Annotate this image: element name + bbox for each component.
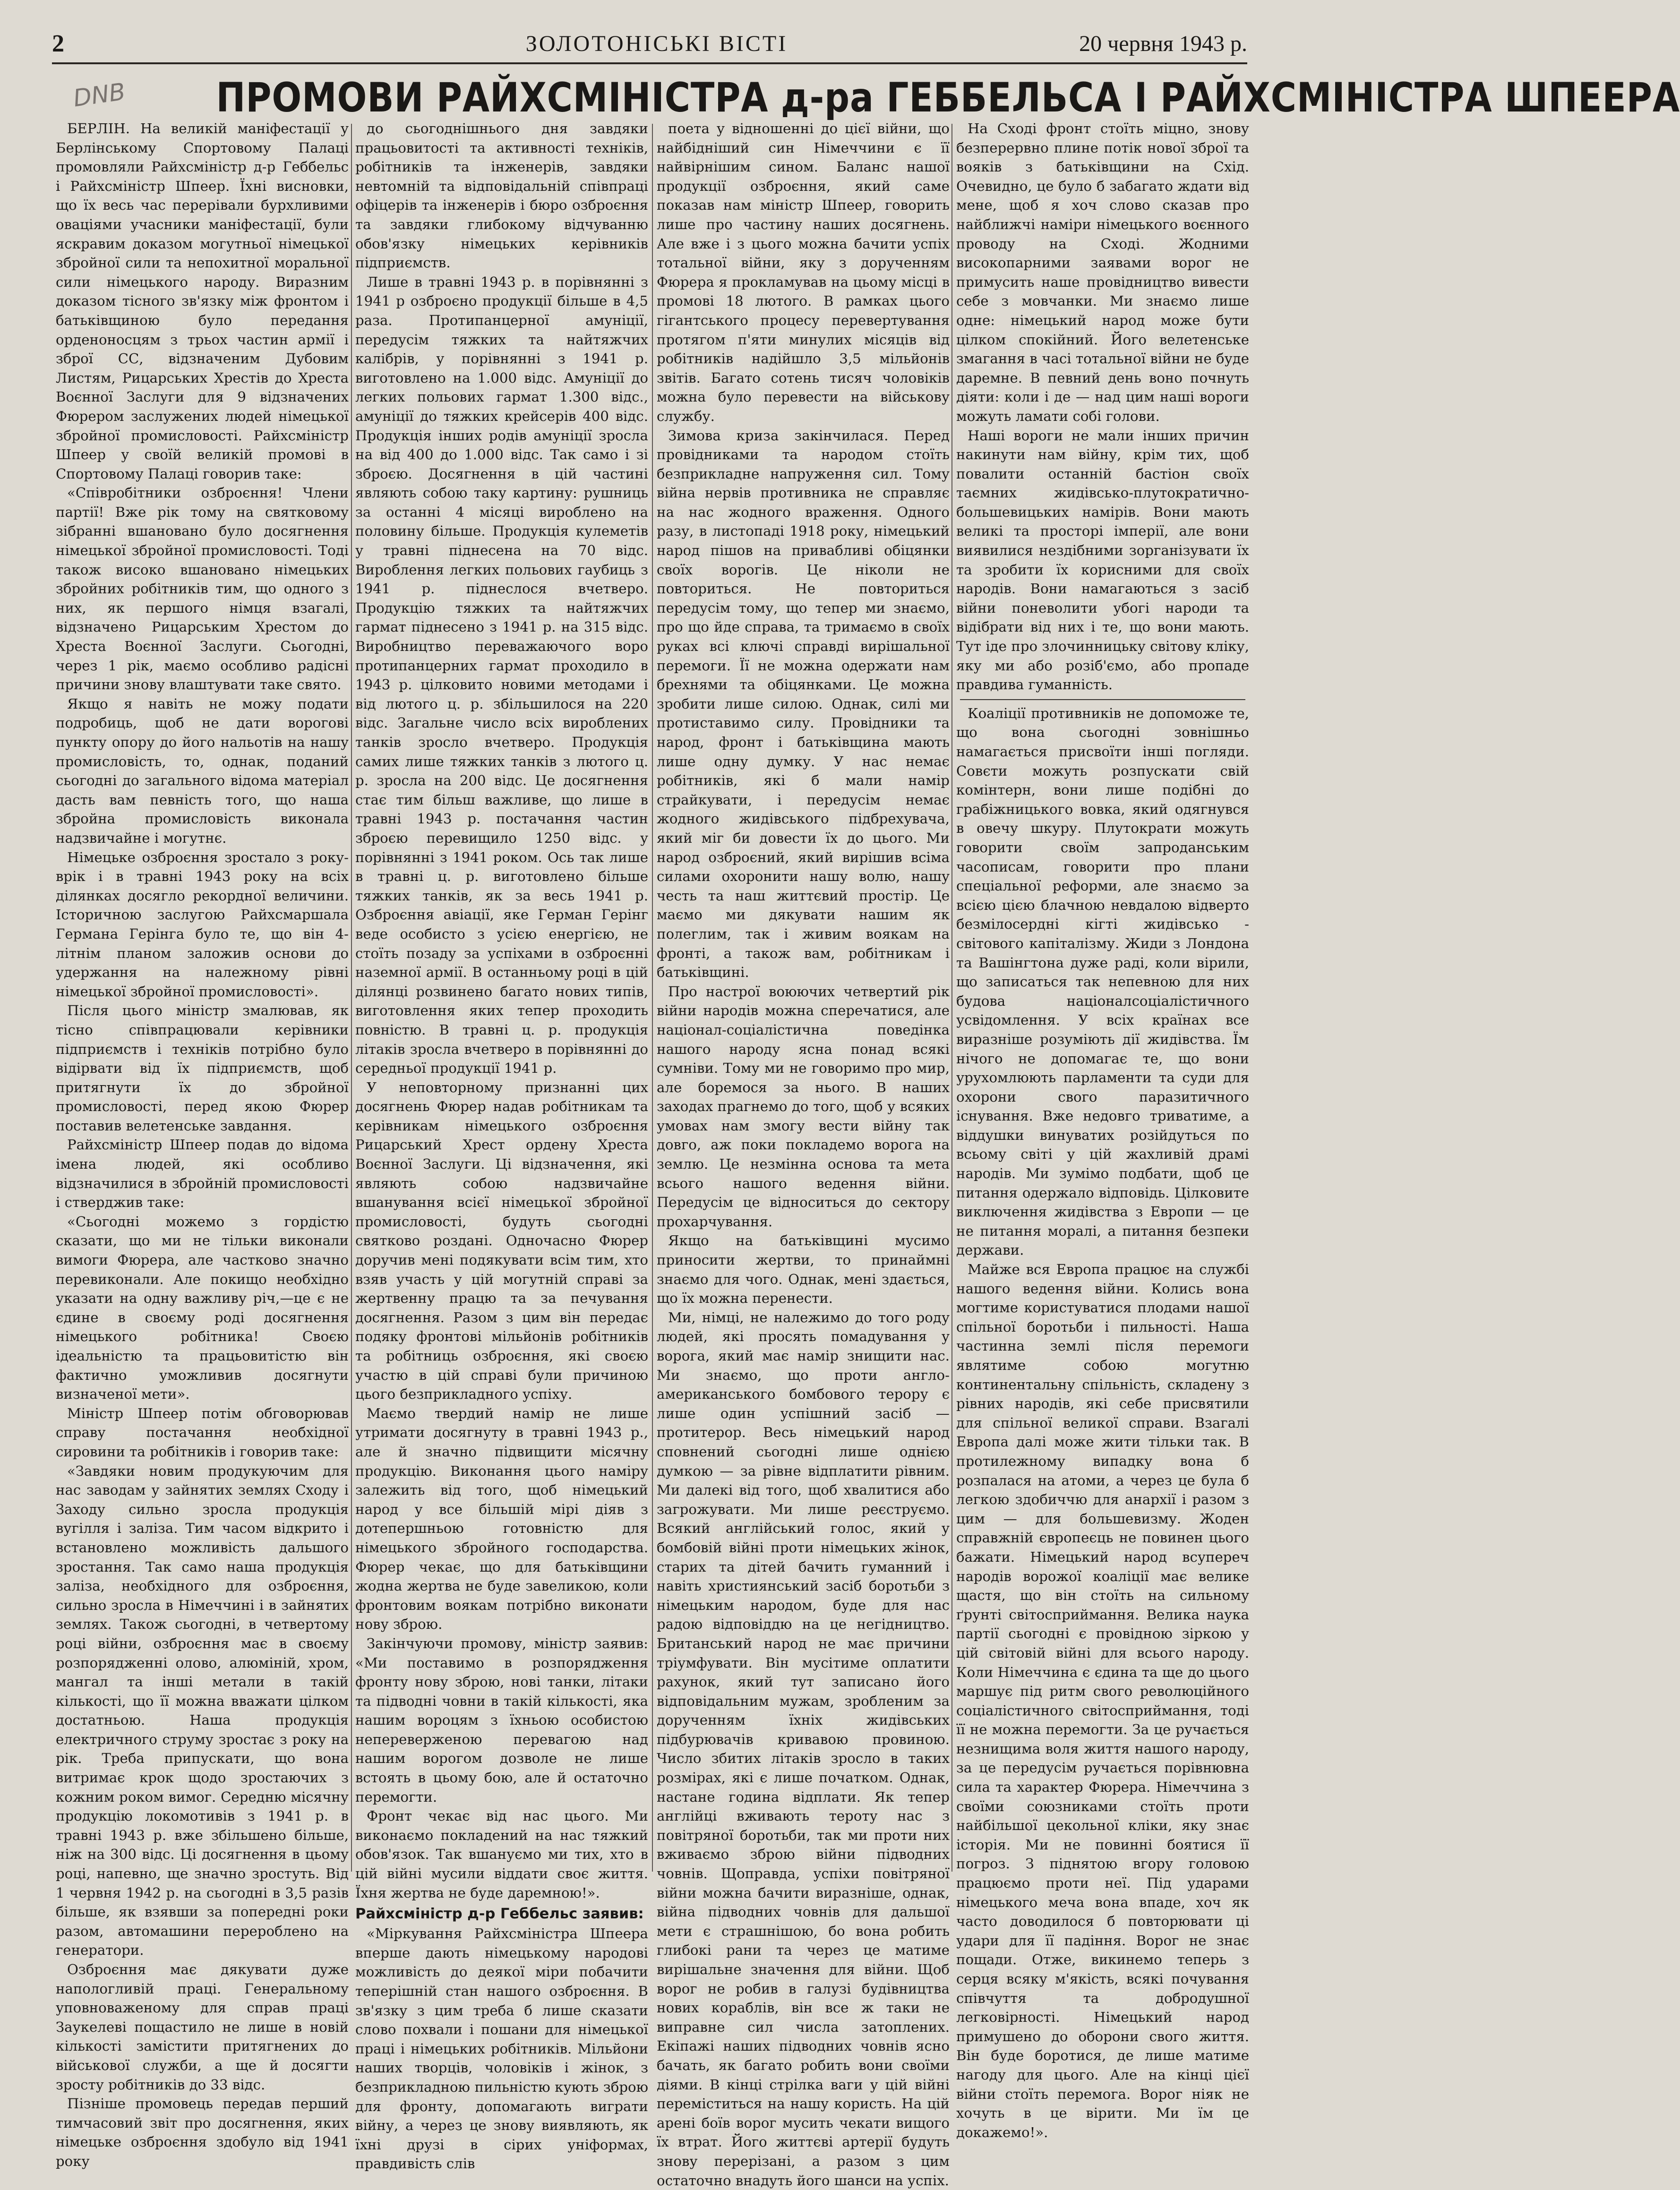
column-divider [951,124,952,1872]
article-column-2 [355,119,648,2172]
paragraph: Озброєння має дякувати дуже напологливій праці. Генеральному уповноваженому для справ праці Заукелеві пощастило не лише в новій кількості замістити притягнених до військової служби, а ще й досягти зросту робітників до 33 відс. [56,1961,349,2093]
newspaper-name: ЗОЛОТОНІСЬКІ ВІСТІ [525,31,788,56]
masthead [52,27,1261,60]
paragraph: У неповторному признанні цих досягнень Фюрер надав робітникам та керівникам німецького озброєння Рицарський Хрест ордену Хреста Воєнної Заслуги. Ці відзначення, які являють собою надзвичайне вшанування всієї німецької збройної промисловості, будуть сьогодні святково роздані. Одночасно Фюрер доручив мені подякувати всім тим, хто взяв участь у цій могутній справі за жертвенну працю та за печування досягнення. Разом з цим він передає подяку фронтові мільйонів робітників та робітниць озброєння, які своєю участю в цій справі були причиною цього безприкладного успіху. [355,1079,648,1403]
column-divider [652,124,653,1872]
paragraph: Німецьке озброєння зростало з року-врік і в травні 1943 року на всіх ділянках досягло рекордної величини. Історичною заслугою Райхсмаршала Германа Герінга було те, що він 4-літнім планом заложив основи до удержання на належному рівні німецької збройної промисловості». [56,849,349,1000]
issue-date: 20 червня 1943 р. [1079,31,1247,56]
paragraph: Коаліції противників не допоможе те, що вона сьогодні зовнішньо намагається присвоїти інші погляди. Совєти можуть розпускати свій комінтерн, вони лише подібні до грабіжницького вовка, який одягнувся в овечу шкуру. Плутократи можуть говорити своїм запроданським часописам, говорити про плани спеціальної реформи, але знаємо за всією цією блачною невдалою відверто безмілосердні кігті жидівсько - світового капіталізму. Жиди з Лондона та Вашінгтона дуже раді, коли вірили, що записаться так непевною для них будова націоналсоціалістичного усвідомлення. У всіх країнах все виразніше розуміють дії жидівства. Їм нічого не допомагає те, що вони урухомлюють парламенти та суди для охорони свого паразитичного існування. Вже недовго триватиме, а віддушки винуватих розійдуться по всьому світі у цій жахливій драмі народів. Ми зумімо подбати, щоб це питання одержало відповідь. Цілковите виключення жидівства з Европи — це не питання моралі, а питання безпеки держави. [956,705,1249,1258]
paragraph: Якщо на батьківщині мусимо приносити жертви, то принаймні знаємо для чого. Однак, мені здається, що їх можна перенести. [657,1232,950,1307]
archive-stamp: DNB [71,77,127,112]
paragraph: Маємо твердий намір не лише утримати досягнуту в травні 1943 р., але й значно підвищити місячну продукцію. Виконання цього наміру залежить від того, щоб німецький народ у все більшій мірі діяв з дотепершньою готовністю для німецького збройного господарства. Фюрер чекає, що для батьківщини жодна жертва не буде завеликою, коли фронтовим воякам потрібно виконати нову зброю. [355,1405,648,1633]
paragraph: Фронт чекає від нас цього. Ми виконаємо покладений на нас тяжкий обов'язок. Так вшануємо ми тих, хто в цій війні мусили віддати своє життя. Їхня жертва не буде даремною!». [355,1808,648,1901]
paragraph: Після цього міністр змалював, як тісно співпрацювали керівники підприємств і техніків потрібно було відірвати від їх підприємств, щоб притягнути їх до збройної промисловості, перед якою Фюрер поставив велетенське завдання. [56,1002,349,1134]
paragraph: Міністр Шпеер потім обговорював справу постачання необхідної сировини та робітників і говорив таке: [56,1405,349,1460]
subheading: Райхсміністр д-р Геббельс заявив: [355,1906,644,1923]
article-column-4 [956,119,1249,2140]
paragraph: «Співробітники озброєння! Члени партії! Вже рік тому на святковому зібранні вшановано було досягнення німецької збройної промисловості. Тоді також високо вшановано німецьких збройних робітників тим, що одного з них, як першого німця взагалі, відзначено Рицарським Хрестом до Хреста Воєнної Заслуги. Сьогодні, через 1 рік, маємо особливо радісні причини знову влаштувати таке свято. [56,485,349,693]
paragraph: Закінчуючи промову, міністр заявив: «Ми поставимо в розпорядження фронту нову зброю, нові танки, літаки та підводні човни в такій кількості, яка нашим вороцям з їхньою особистою непереверженою перевагою над нашим ворогом дозволе не лише встоять в цьому бою, але й остаточно перемогти. [355,1635,648,1805]
paragraph: до сьогоднішнього дня завдяки працьовитості та активності техніків, робітників та інженерів, завдяки невтомній та відповідальній співпраці офіцерів та інженерів і бюро озброєння та завдяки глибокому відчуванню обов'язку німецьких керівників підприємств. [355,120,648,271]
paragraph: «Сьогодні можемо з гордістю сказати, що ми не тільки виконали вимоги Фюрера, але частково значно перевиконали. Але покищо необхідно указати на одну важливу річ,—це є не єдине в своєму роді досягнення німецького робітника! Своєю ідеальністю та працьовитістю він фактично уможливив досягнути визначеної мети». [56,1213,349,1403]
article-column-1 [56,119,349,2169]
paragraph: Ми, німці, не належимо до того роду людей, які просять помадування у ворога, який має намір знищити нас. Ми знаємо, що проти англо-американського бомбового терору є лише один успішний засіб — протитерор. Весь німецький народ сповнений сьогодні лише однією думкою — за рівне відплатити рівним. Ми далекі від того, щоб хвалитися або загрожувати. Ми лише реєструємо. Всякий англійський голос, який у бомбовій війні проти німецьких жінок, старих та дітей бачить гуманний і навіть християнський засіб боротьби з німецьким народом, буде для нас радою відповіддю на це негідництво. Британський народ не має причини тріумфувати. Він мусітиме оплатити рахунок, який тут записано його відповідальним мужам, зробленим за дорученням їхніх жидівських підбурювачів кривавою провиною. Число збитих літаків зросло в таких розмірах, які є лише початком. Однак, настане година відплати. Як тепер англійці вживають тероту нас з повітряної боротьби, так ми проти них вживаємо зброю війни підводних човнів. Щоправда, успіхи повітряної війни можна бачити виразніше, однак, війна підводних човнів для дальшої мети є страшнішою, бо вона робить глибокі рани та через це матиме вирішальне значення для війни. Щоб ворог не робив в галузі будівництва нових кораблів, він все ж таки не виправне сил числа затоплених. Екіпажі наших підводних човнів ясно бачать, як багато робить вони своїми діями. В кінці стрілка ваги у цій війні переміститься на нашу користь. На цій арені боїв ворог мусить чекати вищого їх втрат. Його життєві артерії будуть знову перерізані, а разом з цим остаточно внадуть його шанси на успіх. [657,1309,950,2189]
paragraph: На Сході фронт стоїть міцно, знову безперервно плине потік нової зброї та вояків з батьківщини на Схід. Очевидно, це було б забагато ждати від мене, щоб я хоч слово сказав про найближчі наміри німецького воєнного проводу на Сході. Жодними високопарними заявами ворог не примусить наше провідництво вивести себе з мовчанки. Ми знаємо лише одне: німецький народ може бути цілком спокійний. Його велетенське змагання в часі тотальної війни не буде даремне. В певний день воно почнуть діяти: коли і де — над цим наші вороги можуть ламати собі голови. [956,120,1249,424]
paragraph: Лише в травні 1943 р. в порівнянні з 1941 р озброєно продукції більше в 4,5 раза. Протипанцерної амуніції, передусім тяжких та найтяжчих калібрів, у порівнянні з 1941 р. виготовлено на 1.000 відс. Амуніції до легких польових гармат 1.300 відс., амуніції до тяжких крейсерів 400 відс. Продукція інших родів амуніції зросла на від 400 до 1.000 відс. Так само і зі зброєю. Досягнення в цій частині являють собою таку картину: рушниць за останні 4 місяці вироблено на половину більше. Продукція кулеметів у травні піднесена на 70 відс. Вироблення легких польових гаубиць з 1941 р. піднеслося вчетверо. Продукцію тяжких та найтяжчих гармат піднесено з 1941 р. на 315 відс. Виробництво переважаючого воро протипанцерних гармат проходило в 1943 р. цілковито новими методами і від лютого ц. р. збільшилося на 220 відс. Загальне число всіх вироблених танків зросло вчетверо. Продукція самих лише тяжких танків з лютого ц. р. зросла на 200 відс. Це досягнення стає тим більш важливе, що лише в травні 1943 р. постачання частин зброєю перевищило 1250 відс. у порівнянні з 1941 роком. Ось так лише в травні ц. р. виготовлено більше тяжких танків, як за весь 1941 р. Озброєння авіації, яке Герман Герінг веде особисто з усією енергією, не стоїть позаду за успіхами в озброєнні наземної армії. В останньому році в цій ділянці розвинено багато нових типів, виготовлення яких тепер проходить повністю. В травні ц. р. продукція літаків зросла вчетверо в порівнянні до середньої продукції 1941 р. [355,274,648,1077]
paragraph: «Завдяки новим продукуючим для нас заводам у зайнятих землях Сходу і Заходу сильно зросла продукція вугілля і заліза. Тим часом відкрито і встановлено можливість дальшого зростання. Так само наша продукція заліза, необхідного для озброєння, сильно зросла в Німеччині і в зайнятих землях. Також сьогодні, в четвертому році війни, озброєння має в своєму розпорядженні олово, алюміній, хром, мангал та інші метали в такій кількості, що її можна вважати цілком достатньою. Наша продукція електричного струму зростає з року на рік. Треба припускати, що вона витримає крок щодо зростаючих з кожним роком вимог. Середню місячну продукцію локомотивів з 1941 р. в травні 1943 р. вже збільшено більше, ніж на 300 відс. Ці досягнення в цьому році, напевно, ще значно зростуть. Від 1 червня 1942 р. на сьогодні в 3,5 разів більше, як взявши за попередні роки разом, автомашини перероблено на генератори. [56,1463,349,1959]
paragraph: Райхсміністр Шпеер подав до відома імена людей, які особливо відзначилися в збройній промисловості і стверджив таке: [56,1137,349,1211]
page-number: 2 [52,30,64,57]
masthead-rule [52,62,1247,64]
article-headline: ПРОМОВИ РАЙХСМІНІСТРА д-ра ГЕББЕЛЬСА І РАЙХСМІНІСТРА ШПЕЕРА [216,74,1680,121]
paragraph: Майже вся Европа працює на службі нашого ведення війни. Колись вона могтиме користуватися плодами нашої спільної боротьби і пильності. Наша частинна землі після перемоги являтиме собою могутню континентальну спільність, складену з рівних народів, які себе присвятили для спільної великої справи. Взагалі Европа далі може жити тільки так. В протилежному випадку вона б розпалася на атоми, а через це була б легкою здобиччю для анархії і разом з цим — для большевизму. Жоден справжній європеєць не повинен цього бажати. Німецький народ всупереч народів ворожої коаліції має велике щастя, що він стоїть на сильному ґрунті світосприймання. Велика наука партії сьогодні є провідною зіркою у цій світовій війні для всього народу. Коли Німеччина є єдина та ще до цього маршує під ритм свого революційного соціалістичного світосприймання, тоді її не можна перемогти. За це ручається незнищима воля життя нашого народу, за це передусім ручається порівнювна сила та характер Фюрера. Німеччина з своїми союзниками стоїть проти найбільшої цекольної кліки, яку знає історія. Ми не повинні боятися її погроз. З піднятою вгору головою працюємо проти неї. Під ударами німецького меча вона впаде, хоч як часто доводилося б повторювати ці удари для її падіння. Ворог не знає пощади. Отже, викинемо теперь з серця всяку м'якість, всякі почування співчуття та добродушної легковірності. Німецький народ примушено до оборони свого життя. Він буде боротися, де лише матиме нагоду для цього. Але на кінці цієї війни стоїть перемога. Ворог ніяк не хочуть в це вірити. Ми їм це докажемо!». [956,1261,1249,2140]
paragraph: Якщо я навіть не можу подати подробиць, щоб не дати ворогові пункту опору до його нальотів на нашу промисловість, то, однак, поданий сьогодні до загального відома матеріал дасть вам певність того, що наша збройна промисловість виконала надзвичайне і могутнє. [56,695,349,846]
paragraph: «Міркування Райхсміністра Шпеера вперше дають німецькому народові можливість до деякої міри побачити теперішній стан нашого озброєння. В зв'язку з цим треба б лише сказати слово похвали і пошани для німецької праці і німецьких робітників. Мільйони наших творців, чоловіків і жінок, з безприкладною пильністю кують зброю для фронту, допомагають виграти війну, а через це знову виявляють, як їхні друзі в сірих уніформах, правдивість слів [355,1925,648,2172]
paragraph: Зимова криза закінчилася. Перед провідниками та народом стоїть безприкладне напруження сил. Тому війна нервів противника не справляє на нас жодного враження. Одного разу, в листопаді 1918 року, німецький народ пішов на привабливі обіцянки своїх ворогів. Це ніколи не повториться. Не повториться передусім тому, що тепер ми знаємо, про що йде справа, та тримаємо в своїх руках всі ключі справді вирішальної перемоги. Її не можна одержати нам брехнями та обіцянками. Це можна зробити лише силою. Однак, силі ми протиставимо силу. Провідники та народ, фронт і батьківщина мають лише одну думку. У нас немає робітників, які б мали намір страйкувати, і передусім немає жодного жидівського підбрехувача, який міг би довести їх до цього. Ми народ озброєний, який вирішив всіма силами охоронити нашу волю, нашу честь та наш життєвий простір. Це маємо ми дякувати нашим як полеглим, так і живим воякам на фронті, а також вам, робітникам і батьківщині. [657,427,950,981]
paragraph: Наші вороги не мали інших причин накинути нам війну, крім тих, щоб повалити останній бастіон своїх таємних жидівсько-плутократично-большевицьких намірів. Вони мають великі та просторі імперії, але вони виявилися нездібними зорганізувати їх та зробити їх корисними для своїх народів. Вони намагаються з засіб війни поневолити убогі народи та відібрати від них і те, що вони мають. Тут іде про злочинницьку світову кліку, яку ми або розіб'ємо, або пропаде правдива гуманність. [956,427,1249,693]
paragraph: Про настрої воюючих четвертий рік війни народів можна сперечатися, але націонал-соціалістична поведінка нашого народу ясна понад всякі сумніви. Тому ми не говоримо про мир, але боремося за нього. В наших заходах прагнемо до того, щоб у всяких умовах нам змогу вести війну так довго, аж поки покладемо ворога на землю. Це незмінна основа та мета всього нашого ведення війни. Передусім це відноситься до сектору прохарчування. [657,983,950,1230]
column-divider [351,124,352,1872]
paragraph: БЕРЛІН. На великій маніфестації у Берлінському Спортовому Палаці промовляли Райхсміністр д-р Геббельс і Райхсміністр Шпеер. Їхні висновки, що їх весь час перерівали бурхливими оваціями учасники маніфестації, були яскравим доказом могутньої німецької збройної сили та непохитної моральної сили німецького народу. Виразним доказом тісного зв'язку між фронтом і батьківщиною було передання орденоносцям з трьох частин армії і зброї СС, відзначеним Дубовим Листям, Рицарських Хрестів до Хреста Воєнної Заслуги для 9 відзначених Фюрером заслужених людей німецької збройної промисловості. Райхсміністр Шпеер у своїй великій промові в Спортовому Палаці говорив таке: [56,120,349,482]
paragraph: Пізніше промовець передав перший тимчасовий звіт про досягнення, яких німецьке озброєння здобуло від 1941 року [56,2096,349,2169]
section-separator [960,699,1245,700]
paragraph: поета у відношенні до цієї війни, що найбідніший син Німеччини є її найвірнішим сином. Баланс нашої продукції озброєння, який саме показав нам міністр Шпеер, говорить лише про частину наших досягнень. Але вже і з цього можна бачити успіх тотальної війни, яку з дорученням Фюрера я прокламував на цьому місці в промові 18 лютого. В рамках цього гігантського процесу перевертування протягом п'яти минулих місяців від робітників надійшло 3,5 мільйонів звітів. Багато сотень тисяч чоловіків можна було перевести на військову службу. [657,120,950,424]
article-column-3 [657,119,950,2189]
